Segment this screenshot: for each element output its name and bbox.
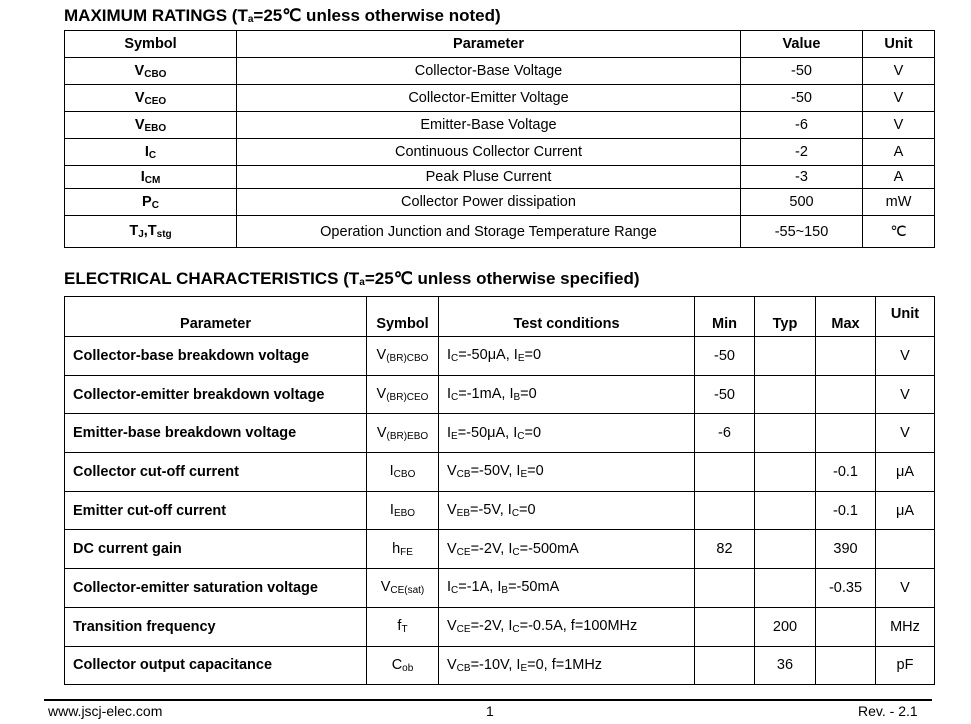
header-unit: Unit bbox=[863, 31, 935, 58]
condition: $I_C=-0.5A$, f=100MHz bbox=[508, 618, 638, 636]
symbol: $V_{CBO}$ bbox=[134, 62, 167, 80]
test-conditions-cell bbox=[439, 607, 695, 646]
symbol-cell bbox=[367, 337, 439, 376]
parameter-cell: Continuous Collector Current bbox=[237, 139, 741, 166]
max-cell bbox=[816, 414, 876, 453]
symbol-cell bbox=[65, 166, 237, 189]
footer-revision: Rev. - 2.1 bbox=[858, 703, 918, 719]
condition: $I_E=0$, f=1MHz bbox=[516, 656, 603, 674]
max-ratings-row bbox=[65, 139, 935, 166]
electrical-title: ELECTRICAL CHARACTERISTICS ($T_a=25℃$ unless otherwise specified) bbox=[64, 269, 640, 288]
header-min: Min bbox=[695, 297, 755, 337]
symbol-cell bbox=[367, 414, 439, 453]
max-ratings-table bbox=[64, 30, 935, 248]
parameter-cell: DC current gain bbox=[65, 530, 367, 569]
condition: $I_E=0$ bbox=[516, 463, 544, 481]
unit-cell: mW bbox=[863, 189, 935, 216]
parameter-cell: Peak Pluse Current bbox=[237, 166, 741, 189]
typ-cell bbox=[755, 453, 816, 492]
electrical-row bbox=[65, 646, 935, 685]
max-cell: -0.1 bbox=[816, 453, 876, 492]
header-test-conditions: Test conditions bbox=[439, 297, 695, 337]
min-cell: -50 bbox=[695, 375, 755, 414]
unit-cell: V bbox=[876, 337, 935, 376]
symbol: $f_T$ bbox=[397, 618, 408, 636]
parameter-cell: Emitter cut-off current bbox=[65, 491, 367, 530]
electrical-header-row bbox=[65, 297, 935, 337]
parameter-cell: Collector-Emitter Voltage bbox=[237, 85, 741, 112]
max-ratings-title: MAXIMUM RATINGS ($T_a=25℃$ unless otherwise noted) bbox=[64, 6, 501, 25]
electrical-row bbox=[65, 453, 935, 492]
max-ratings-header-row bbox=[65, 31, 935, 58]
max-ratings-row bbox=[65, 112, 935, 139]
max-ratings-row bbox=[65, 166, 935, 189]
typ-cell bbox=[755, 569, 816, 608]
condition: $I_B=0$ bbox=[509, 386, 537, 404]
condition: $I_C=-50\mu A$, bbox=[447, 347, 514, 365]
max-ratings-row bbox=[65, 85, 935, 112]
footer-page-number: 1 bbox=[486, 703, 494, 719]
value-cell: -6 bbox=[741, 112, 863, 139]
test-conditions-cell bbox=[439, 646, 695, 685]
min-cell: 82 bbox=[695, 530, 755, 569]
max-cell bbox=[816, 607, 876, 646]
electrical-row bbox=[65, 607, 935, 646]
parameter-cell: Collector-Base Voltage bbox=[237, 58, 741, 85]
unit-cell: A bbox=[863, 166, 935, 189]
condition: $V_{CB}=-10V$, bbox=[447, 656, 517, 674]
condition: $V_{CB}=-50V$, bbox=[447, 463, 517, 481]
condition: $I_C=-1A$, bbox=[447, 579, 498, 597]
parameter-cell: Transition frequency bbox=[65, 607, 367, 646]
typ-cell bbox=[755, 414, 816, 453]
condition: $I_C=0$ bbox=[507, 502, 536, 520]
symbol: $V_{(BR)CEO}$ bbox=[376, 386, 429, 404]
unit-cell: A bbox=[863, 139, 935, 166]
electrical-row bbox=[65, 375, 935, 414]
typ-cell: 36 bbox=[755, 646, 816, 685]
footer-website: www.jscj-elec.com bbox=[48, 703, 163, 719]
symbol-cell bbox=[65, 58, 237, 85]
symbol-secondary: $,T_{stg}$ bbox=[143, 223, 172, 240]
test-conditions-cell bbox=[439, 453, 695, 492]
parameter-cell: Collector-base breakdown voltage bbox=[65, 337, 367, 376]
symbol-cell bbox=[65, 85, 237, 112]
min-cell: -50 bbox=[695, 337, 755, 376]
test-conditions-cell bbox=[439, 569, 695, 608]
max-cell bbox=[816, 375, 876, 414]
value-cell: -3 bbox=[741, 166, 863, 189]
symbol: $I_{CBO}$ bbox=[389, 463, 416, 481]
electrical-row bbox=[65, 491, 935, 530]
condition: $I_C=-1mA$, bbox=[447, 386, 510, 404]
min-cell bbox=[695, 646, 755, 685]
condition: $I_E=0$ bbox=[513, 347, 542, 365]
header-value: Value bbox=[741, 31, 863, 58]
test-conditions-cell bbox=[439, 491, 695, 530]
symbol: $V_{EBO}$ bbox=[134, 116, 167, 134]
condition: $V_{CE}=-2V$, bbox=[447, 618, 509, 636]
value-cell: -50 bbox=[741, 58, 863, 85]
min-cell bbox=[695, 453, 755, 492]
unit-cell: MHz bbox=[876, 607, 935, 646]
parameter-cell: Collector output capacitance bbox=[65, 646, 367, 685]
header-parameter: Parameter bbox=[237, 31, 741, 58]
header-unit: Unit bbox=[876, 297, 935, 337]
value-cell: -2 bbox=[741, 139, 863, 166]
symbol: $I_{CM}$ bbox=[140, 168, 161, 186]
unit-cell: V bbox=[863, 112, 935, 139]
header-parameter: Parameter bbox=[65, 297, 367, 337]
value-cell: 500 bbox=[741, 189, 863, 216]
unit-cell: V bbox=[876, 375, 935, 414]
typ-cell bbox=[755, 491, 816, 530]
symbol-cell bbox=[65, 216, 237, 248]
typ-cell bbox=[755, 337, 816, 376]
condition: $I_B=-50mA$ bbox=[497, 579, 560, 597]
parameter-cell: Emitter-base breakdown voltage bbox=[65, 414, 367, 453]
unit-cell: μA bbox=[876, 453, 935, 492]
max-ratings-row bbox=[65, 216, 935, 248]
min-cell: -6 bbox=[695, 414, 755, 453]
symbol: $C_{ob}$ bbox=[391, 656, 414, 674]
value-cell: -50 bbox=[741, 85, 863, 112]
test-conditions-cell bbox=[439, 337, 695, 376]
condition: $I_C=-500mA$ bbox=[508, 540, 579, 558]
header-typ: Typ bbox=[755, 297, 816, 337]
unit-cell: μA bbox=[876, 491, 935, 530]
symbol: $V_{(BR)EBO}$ bbox=[376, 424, 429, 442]
symbol: $V_{CE(sat)}$ bbox=[380, 579, 425, 597]
condition: $I_E=-50\mu A$, bbox=[447, 424, 514, 442]
unit-cell: V bbox=[876, 569, 935, 608]
electrical-row bbox=[65, 337, 935, 376]
test-conditions-cell bbox=[439, 414, 695, 453]
condition: $I_C=0$ bbox=[513, 424, 542, 442]
unit-cell: ℃ bbox=[863, 216, 935, 248]
symbol-cell bbox=[367, 491, 439, 530]
unit-cell: V bbox=[863, 85, 935, 112]
parameter-cell: Collector cut-off current bbox=[65, 453, 367, 492]
min-cell bbox=[695, 607, 755, 646]
header-symbol: Symbol bbox=[65, 31, 237, 58]
symbol: $P_C$ bbox=[142, 193, 159, 211]
symbol-cell bbox=[367, 530, 439, 569]
max-cell bbox=[816, 646, 876, 685]
min-cell bbox=[695, 491, 755, 530]
parameter-cell: Operation Junction and Storage Temperature Range bbox=[237, 216, 741, 248]
header-symbol: Symbol bbox=[367, 297, 439, 337]
symbol: $I_C$ bbox=[144, 143, 157, 161]
symbol-cell bbox=[367, 375, 439, 414]
symbol: $V_{(BR)CBO}$ bbox=[376, 347, 429, 365]
unit-cell: pF bbox=[876, 646, 935, 685]
symbol: $h_{FE}$ bbox=[392, 540, 413, 558]
max-ratings-row bbox=[65, 189, 935, 216]
symbol: $V_{CEO}$ bbox=[134, 89, 167, 107]
symbol-cell bbox=[65, 189, 237, 216]
max-cell: 390 bbox=[816, 530, 876, 569]
typ-cell: 200 bbox=[755, 607, 816, 646]
electrical-row bbox=[65, 414, 935, 453]
parameter-cell: Collector-emitter saturation voltage bbox=[65, 569, 367, 608]
parameter-cell: Collector-emitter breakdown voltage bbox=[65, 375, 367, 414]
unit-cell bbox=[876, 530, 935, 569]
symbol-cell bbox=[367, 569, 439, 608]
footer-divider bbox=[44, 699, 932, 701]
max-cell: -0.35 bbox=[816, 569, 876, 608]
symbol-cell bbox=[367, 453, 439, 492]
unit-cell: V bbox=[876, 414, 935, 453]
symbol-cell bbox=[65, 139, 237, 166]
symbol-cell bbox=[367, 646, 439, 685]
symbol: $T_J$ bbox=[129, 223, 144, 240]
condition: $V_{EB}=-5V$, bbox=[447, 502, 508, 520]
typ-cell bbox=[755, 530, 816, 569]
unit-cell: V bbox=[863, 58, 935, 85]
parameter-cell: Emitter-Base Voltage bbox=[237, 112, 741, 139]
electrical-row bbox=[65, 569, 935, 608]
typ-cell bbox=[755, 375, 816, 414]
header-max: Max bbox=[816, 297, 876, 337]
max-cell bbox=[816, 337, 876, 376]
max-ratings-row bbox=[65, 58, 935, 85]
electrical-row bbox=[65, 530, 935, 569]
electrical-table bbox=[64, 296, 935, 685]
max-cell: -0.1 bbox=[816, 491, 876, 530]
test-conditions-cell bbox=[439, 530, 695, 569]
condition: $V_{CE}=-2V$, bbox=[447, 540, 509, 558]
test-conditions-cell bbox=[439, 375, 695, 414]
symbol: $I_{EBO}$ bbox=[389, 502, 416, 520]
symbol-cell bbox=[65, 112, 237, 139]
value-cell: -55~150 bbox=[741, 216, 863, 248]
symbol-cell bbox=[367, 607, 439, 646]
min-cell bbox=[695, 569, 755, 608]
parameter-cell: Collector Power dissipation bbox=[237, 189, 741, 216]
